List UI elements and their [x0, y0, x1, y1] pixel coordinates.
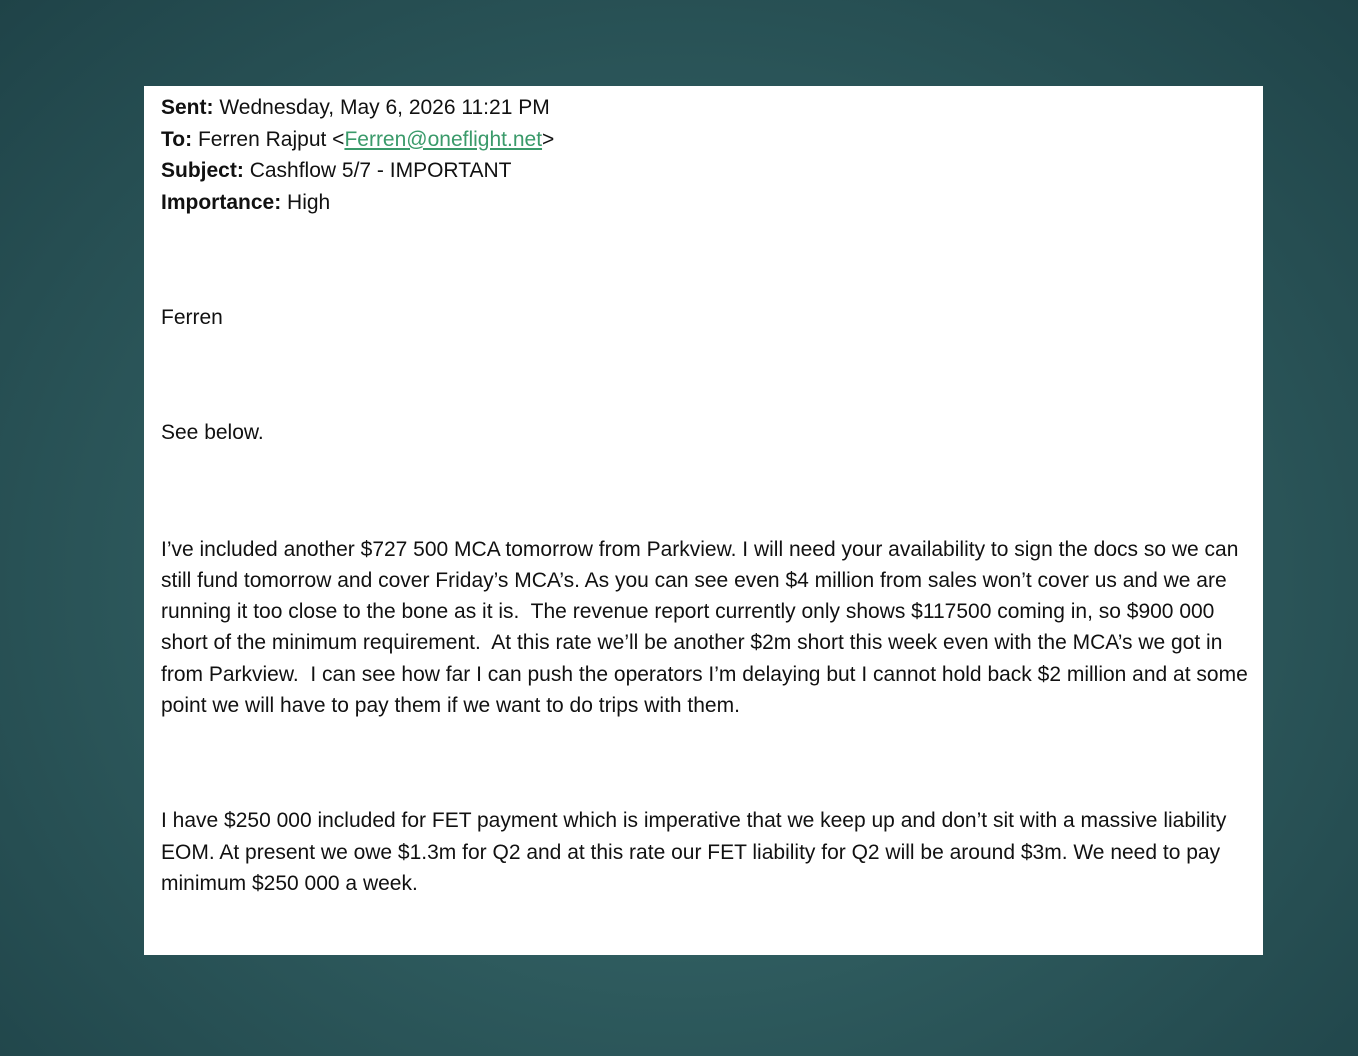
- to-label: To:: [161, 127, 193, 151]
- sent-row: [161, 92, 1249, 124]
- body-paragraph-1: I’ve included another $727 500 MCA tomorrow from Parkview. I will need your availability to sign the docs so we can still fund tomorrow and cover Friday’s MCA’s. As you can see even $4 million from sales won’t cover us and we are running it too close to the bone as it is. The revenue report currently only shows $117500 coming in, so $900 000 short of the minimum requirement. At this rate we’ll be another $2m short this week even with the MCA’s we got in from Parkview. I can see how far I can push the operators I’m delaying but I cannot hold back $2 million and at some point we will have to pay them if we want to do trips with them.: [161, 537, 1254, 718]
- body-paragraph-2: I have $250 000 included for FET payment which is imperative that we keep up and don’t sit with a massive liability EOM. At present we owe $1.3m for Q2 and at this rate our FET liability for Q2 will be around $3m. We need to pay minimum $250 000 a week.: [161, 809, 1233, 895]
- importance-label: Importance:: [161, 190, 282, 214]
- to-row: [161, 124, 1249, 156]
- sent-value: Wednesday, May 6, 2026 11:21 PM: [219, 96, 550, 119]
- email-document: [144, 86, 1263, 955]
- subject-row: [161, 155, 1249, 187]
- subject-value: Cashflow 5/7 - IMPORTANT: [249, 159, 512, 182]
- greeting: Ferren: [161, 306, 223, 329]
- to-close: >: [542, 127, 555, 151]
- importance-row: [161, 187, 1249, 219]
- subject-label: Subject:: [161, 159, 244, 182]
- importance-value: High: [287, 190, 331, 214]
- sent-label: Sent:: [161, 96, 214, 119]
- email-header: [161, 86, 1249, 218]
- recipient-email-link[interactable]: Ferren@oneflight.net: [344, 127, 543, 151]
- intro-line: See below.: [161, 421, 264, 445]
- to-name: Ferren Rajput <: [197, 127, 345, 151]
